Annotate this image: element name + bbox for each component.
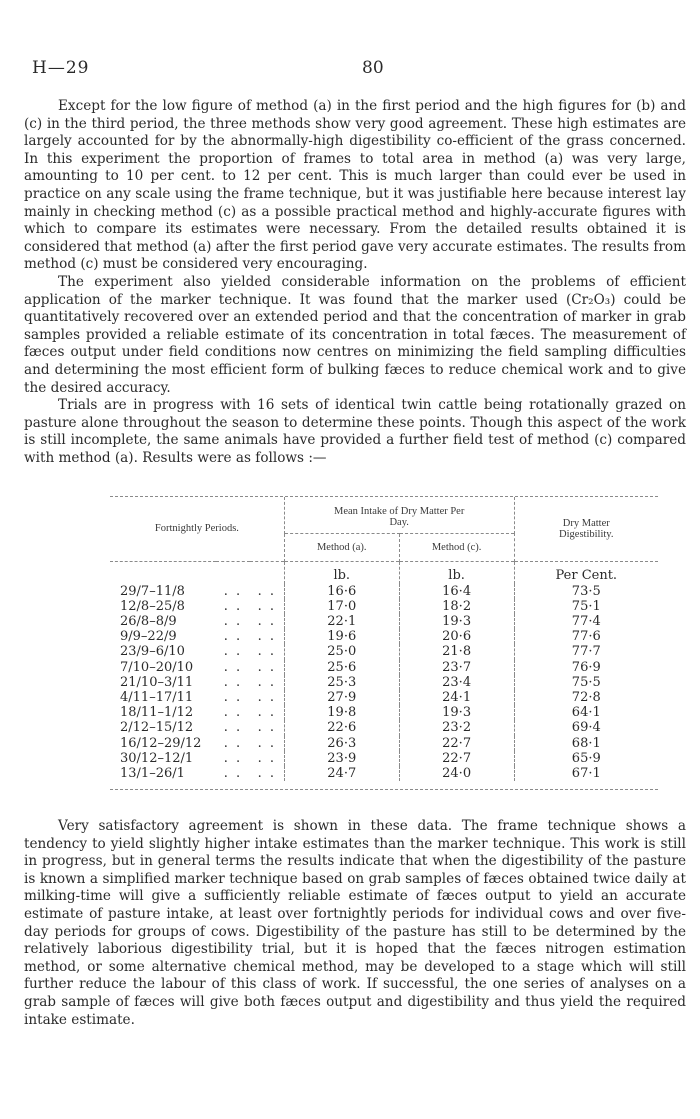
method-c-cell: 21·8 (399, 644, 514, 659)
leader-dots: . . (257, 689, 277, 705)
method-a-cell: 25·3 (284, 675, 399, 690)
table-row (110, 736, 658, 751)
column-header-periods: Fortnightly Periods. (154, 523, 239, 535)
period-cell: 23/9–6/10 (120, 644, 185, 660)
table-row (110, 599, 658, 614)
table-row (110, 629, 658, 644)
leader-dots: . . (257, 765, 277, 781)
leader-dots: . . (223, 659, 243, 675)
method-a-cell: 17·0 (284, 599, 399, 614)
unit-label: lb. (399, 562, 514, 584)
leader-dots: . . (257, 659, 277, 675)
table-row (110, 766, 658, 781)
digestibility-cell: 73·5 (514, 584, 658, 599)
period-cell: 26/8–8/9 (120, 613, 177, 629)
method-a-cell: 25·0 (284, 644, 399, 659)
method-c-cell: 24·1 (399, 690, 514, 705)
period-cell: 13/1–26/1 (120, 765, 185, 781)
table-row (110, 660, 658, 675)
method-c-cell: 19·3 (399, 705, 514, 720)
leader-dots: . . (223, 689, 243, 705)
digestibility-cell: 76·9 (514, 660, 658, 675)
leader-dots: . . (223, 583, 243, 599)
leader-dots: . . (223, 765, 243, 781)
leader-dots: . . (223, 735, 243, 751)
results-table (110, 496, 658, 790)
page-number: 80 (362, 58, 384, 78)
leader-dots: . . (257, 674, 277, 690)
paragraph: The experiment also yielded considerable information on the problems of efficient application of the marker technique. It was found that the marker used (Cr₂O₃) could be quantitatively recovered over an extended period and that the concentration of marker in grab samples provided a reliable estimate of its concentration in total fæces. The measurement of fæces output under field conditions now centres on minimizing the field sampling difficulties and determining the most efficient form of bulking fæces to reduce chemical work and to give the desired accuracy. (24, 273, 686, 396)
period-cell: 9/9–22/9 (120, 629, 177, 645)
table-row (110, 690, 658, 705)
period-cell: 2/12–15/12 (120, 720, 194, 736)
leader-dots: . . (223, 644, 243, 660)
table-bottom-rule (110, 789, 658, 790)
method-a-cell: 27·9 (284, 690, 399, 705)
body-text-top (24, 98, 686, 467)
method-a-cell: 19·8 (284, 705, 399, 720)
table-row (110, 705, 658, 720)
unit-label: Per Cent. (514, 562, 658, 584)
digestibility-cell: 67·1 (514, 766, 658, 781)
column-header-digestibility: Dry Matter Digestibility. (514, 497, 658, 561)
leader-dots: . . (257, 750, 277, 766)
leader-dots: . . (257, 598, 277, 614)
method-a-cell: 25·6 (284, 660, 399, 675)
digestibility-cell: 69·4 (514, 720, 658, 735)
column-header-intake: Mean Intake of Dry Matter Per Day. (284, 497, 514, 533)
column-header-method-c: Method (c). (399, 533, 514, 561)
method-a-cell: 22·1 (284, 614, 399, 629)
method-c-cell: 24·0 (399, 766, 514, 781)
period-cell: 30/12–12/1 (120, 750, 194, 766)
period-cell: 29/7–11/8 (120, 583, 185, 599)
paragraph: Very satisfactory agreement is shown in these data. The frame technique shows a tendency to yield slightly higher intake estimates than the marker technique. This work is still in progress, but in general terms the results indicate that when the digestibility of the pasture is known a simplified marker technique based on grab samples of fæces obtained twice daily at milking-time will give a sufficiently reliable estimate of fæces output to yield an accurate estimate of pasture intake, at least over fortnightly periods for individual cows and over five-day periods for groups of cows. Digestibility of the pasture has still to be determined by the relatively laborious digestibility trial, but it is hoped that the fæces nitrogen estimation method, or some alternative chemical method, may be developed to a stage which will still further reduce the labour of this class of work. If successful, the one series of analyses on a grab sample of fæces will give both fæces output and digestibility and thus yield the required intake estimate. (24, 818, 686, 1028)
method-c-cell: 18·2 (399, 599, 514, 614)
digestibility-cell: 77·6 (514, 629, 658, 644)
digestibility-cell: 75·5 (514, 675, 658, 690)
leader-dots: . . (223, 674, 243, 690)
leader-dots: . . (257, 644, 277, 660)
leader-dots: . . (223, 613, 243, 629)
table-row (110, 644, 658, 659)
table-row (110, 720, 658, 735)
leader-dots: . . (257, 583, 277, 599)
table-row (110, 675, 658, 690)
digestibility-cell: 75·1 (514, 599, 658, 614)
method-a-cell: 16·6 (284, 584, 399, 599)
column-header-method-a: Method (a). (284, 533, 399, 561)
digestibility-cell: 68·1 (514, 736, 658, 751)
period-cell: 18/11–1/12 (120, 705, 194, 721)
page-header (32, 58, 672, 80)
table-row (110, 751, 658, 766)
method-c-cell: 20·6 (399, 629, 514, 644)
leader-dots: . . (257, 629, 277, 645)
leader-dots: . . (257, 613, 277, 629)
body-text-bottom (24, 818, 686, 1029)
leader-dots: . . (223, 720, 243, 736)
table-row (110, 614, 658, 629)
leader-dots: . . (223, 750, 243, 766)
paragraph: Except for the low figure of method (a) in the first period and the high figures for (b) and (c) in the third period, the three methods show very good agreement. These high estimates are largely accounted for by the abnormally-high digestibility co-efficient of the grass concerned. In this experiment the proportion of frames to total area in method (a) was very large, amounting to 10 per cent. to 12 per cent. This is much larger than could ever be used in practice on any scale using the frame technique, but it was justifiable here because interest lay mainly in checking method (c) as a possible practical method and highly-accurate figures with which to compare its estimates were necessary. From the detailed results obtained it is considered that method (a) after the first period gave very accurate estimates. The results from method (c) must be considered very encouraging. (24, 98, 686, 273)
table-row (110, 584, 658, 599)
leader-dots: . . (257, 735, 277, 751)
unit-label: lb. (284, 562, 399, 584)
method-a-cell: 22·6 (284, 720, 399, 735)
method-c-cell: 22·7 (399, 736, 514, 751)
method-c-cell: 23·7 (399, 660, 514, 675)
method-c-cell: 19·3 (399, 614, 514, 629)
digestibility-cell: 77·7 (514, 644, 658, 659)
digestibility-cell: 65·9 (514, 751, 658, 766)
method-c-cell: 22·7 (399, 751, 514, 766)
digestibility-cell: 72·8 (514, 690, 658, 705)
period-cell: 16/12–29/12 (120, 735, 202, 751)
leader-dots: . . (223, 598, 243, 614)
method-c-cell: 16·4 (399, 584, 514, 599)
paragraph: Trials are in progress with 16 sets of identical twin cattle being rotationally grazed on pasture alone throughout the season to determine these points. Though this aspect of the work is still incomplete, the same animals have provided a further field test of method (c) compared with method (a). Results were as follows :— (24, 397, 686, 466)
report-code: H—29 (32, 58, 90, 78)
method-a-cell: 24·7 (284, 766, 399, 781)
method-a-cell: 19·6 (284, 629, 399, 644)
leader-dots: . . (257, 720, 277, 736)
method-c-cell: 23·2 (399, 720, 514, 735)
method-c-cell: 23·4 (399, 675, 514, 690)
period-cell: 12/8–25/8 (120, 598, 185, 614)
digestibility-cell: 64·1 (514, 705, 658, 720)
method-a-cell: 26·3 (284, 736, 399, 751)
period-cell: 21/10–3/11 (120, 674, 194, 690)
period-cell: 4/11–17/11 (120, 689, 194, 705)
leader-dots: . . (223, 629, 243, 645)
leader-dots: . . (257, 705, 277, 721)
digestibility-cell: 77·4 (514, 614, 658, 629)
period-cell: 7/10–20/10 (120, 659, 194, 675)
method-a-cell: 23·9 (284, 751, 399, 766)
leader-dots: . . (223, 705, 243, 721)
